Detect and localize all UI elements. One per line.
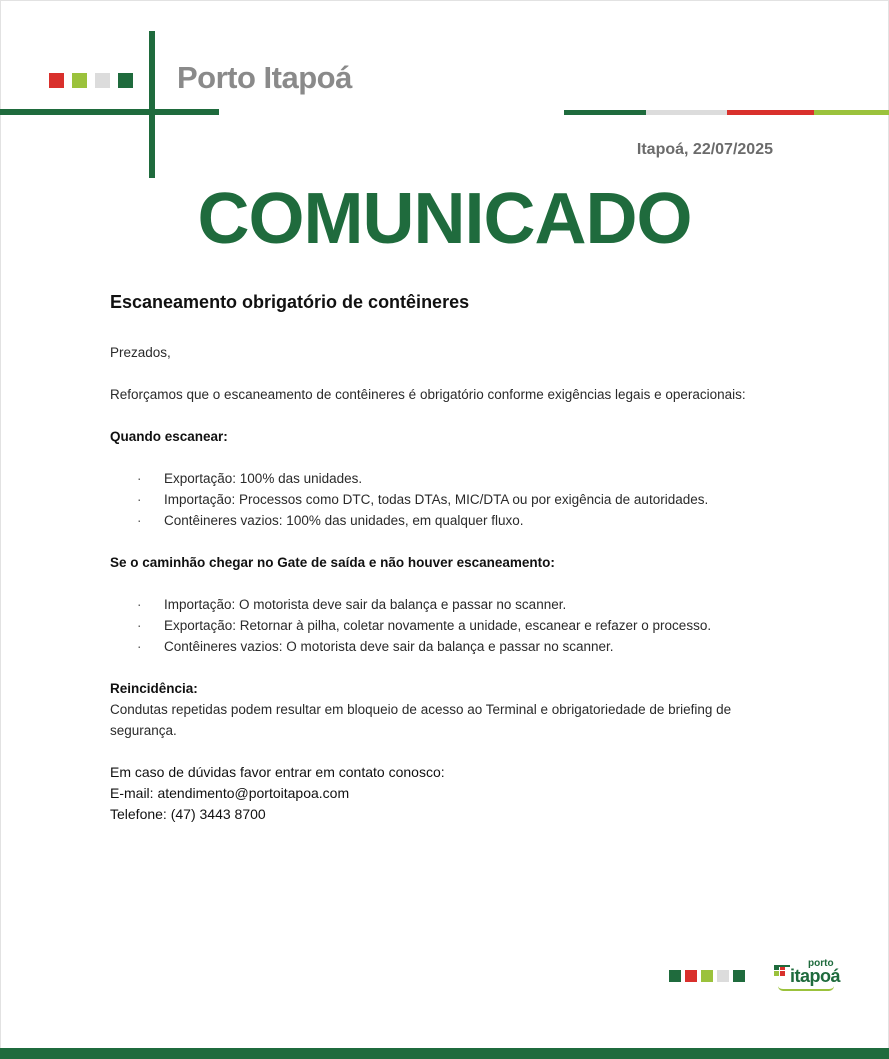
red-square xyxy=(49,73,64,88)
stripe-red xyxy=(727,110,814,115)
section-heading-gate: Se o caminhão chegar no Gate de saída e não houver escaneamento: xyxy=(110,555,555,570)
lime-square xyxy=(72,73,87,88)
stripe-gray xyxy=(646,110,727,115)
stripe-lime xyxy=(814,110,889,115)
list-item: · Contêineres vazios: O motorista deve sair da balança e passar no scanner. xyxy=(110,636,790,657)
green-square xyxy=(118,73,133,88)
list-item: · Exportação: Retornar à pilha, coletar novamente a unidade, escanear e refazer o processo. xyxy=(110,615,790,636)
green-square xyxy=(733,970,745,982)
contact-email: E-mail: atendimento@portoitapoa.com xyxy=(110,785,350,801)
green-square xyxy=(669,970,681,982)
when-list xyxy=(110,468,790,531)
logo-mark xyxy=(774,971,779,976)
logo-mark xyxy=(780,971,785,976)
document-body xyxy=(110,290,790,825)
contact-phone: Telefone: (47) 3443 8700 xyxy=(110,806,266,822)
gate-list xyxy=(110,594,790,657)
stripe-green xyxy=(564,110,646,115)
greeting: Prezados, xyxy=(110,345,171,360)
list-item: · Exportação: 100% das unidades. xyxy=(110,468,790,489)
recurrence-text: Condutas repetidas podem resultar em bloqueio de acesso ao Terminal e obrigatoriedade de briefing de segurança. xyxy=(110,702,732,738)
list-item: · Importação: Processos como DTC, todas DTAs, MIC/DTA ou por exigência de autoridades. xyxy=(110,489,790,510)
cross-vertical-line xyxy=(149,31,155,178)
intro-paragraph: Reforçamos que o escaneamento de contêineres é obrigatório conforme exigências legais e operacionais: xyxy=(110,387,746,402)
brand-name: Porto Itapoá xyxy=(177,60,352,95)
list-item: · Importação: O motorista deve sair da balança e passar no scanner. xyxy=(110,594,790,615)
logo-line xyxy=(774,965,790,967)
logo-text-bottom: itapoá xyxy=(790,966,841,986)
cross-horizontal-line xyxy=(0,109,219,115)
red-square xyxy=(685,970,697,982)
gray-square xyxy=(95,73,110,88)
date-line: Itapoá, 22/07/2025 xyxy=(636,141,773,158)
subject-heading: Escaneamento obrigatório de contêineres xyxy=(110,292,470,312)
section-heading-recurrence: Reincidência: xyxy=(110,681,198,696)
contact-intro: Em caso de dúvidas favor entrar em contato conosco: xyxy=(110,764,445,780)
list-item: · Contêineres vazios: 100% das unidades, em qualquer fluxo. xyxy=(110,510,790,531)
logo-wave xyxy=(778,986,834,991)
page-title: COMUNICADO xyxy=(197,179,692,259)
lime-square xyxy=(701,970,713,982)
logo-text-top: porto xyxy=(808,958,834,969)
footer-bar xyxy=(0,1048,889,1059)
gray-square xyxy=(717,970,729,982)
section-heading-when: Quando escanear: xyxy=(110,429,228,444)
